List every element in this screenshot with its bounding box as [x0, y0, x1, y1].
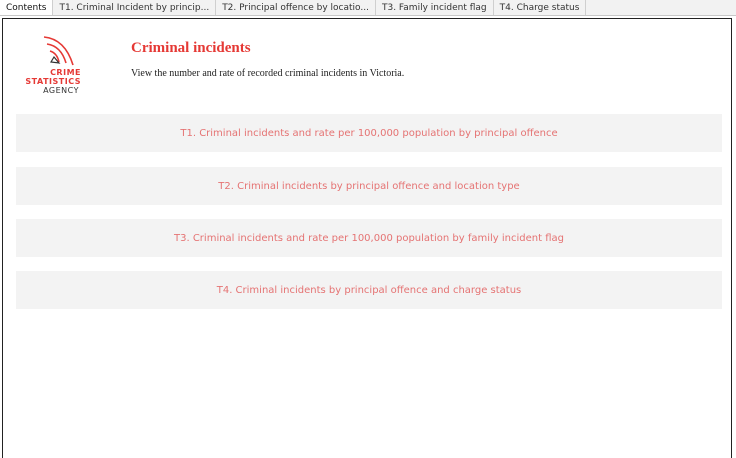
logo-statistics-text: STATISTICS [25, 77, 81, 86]
link-t2[interactable]: T2. Criminal incidents by principal offence and location type [16, 167, 722, 205]
logo-agency-text: AGENCY [43, 86, 79, 95]
tab-contents[interactable]: Contents [0, 0, 53, 15]
tab-t3-family-incident[interactable]: T3. Family incident flag [376, 0, 494, 15]
sheet-tab-bar [0, 0, 736, 16]
tab-t4-charge-status[interactable]: T4. Charge status [494, 0, 587, 15]
tab-t2-principal-offence[interactable]: T2. Principal offence by locatio... [216, 0, 376, 15]
logo-crime-text: CRIME [50, 68, 81, 77]
csa-logo [17, 33, 87, 103]
link-t1[interactable]: T1. Criminal incidents and rate per 100,000 population by principal offence [16, 114, 722, 152]
tab-t1-criminal-incident[interactable]: T1. Criminal Incident by princip... [53, 0, 216, 15]
link-t3[interactable]: T3. Criminal incidents and rate per 100,000 population by family incident flag [16, 219, 722, 257]
dashboard-frame [2, 18, 732, 458]
signal-arcs-icon [41, 33, 79, 69]
logo-wordmark [17, 68, 81, 95]
page-subtitle: View the number and rate of recorded criminal incidents in Victoria. [131, 68, 405, 79]
link-t4[interactable]: T4. Criminal incidents by principal offence and charge status [16, 271, 722, 309]
page-title: Criminal incidents [131, 40, 251, 56]
